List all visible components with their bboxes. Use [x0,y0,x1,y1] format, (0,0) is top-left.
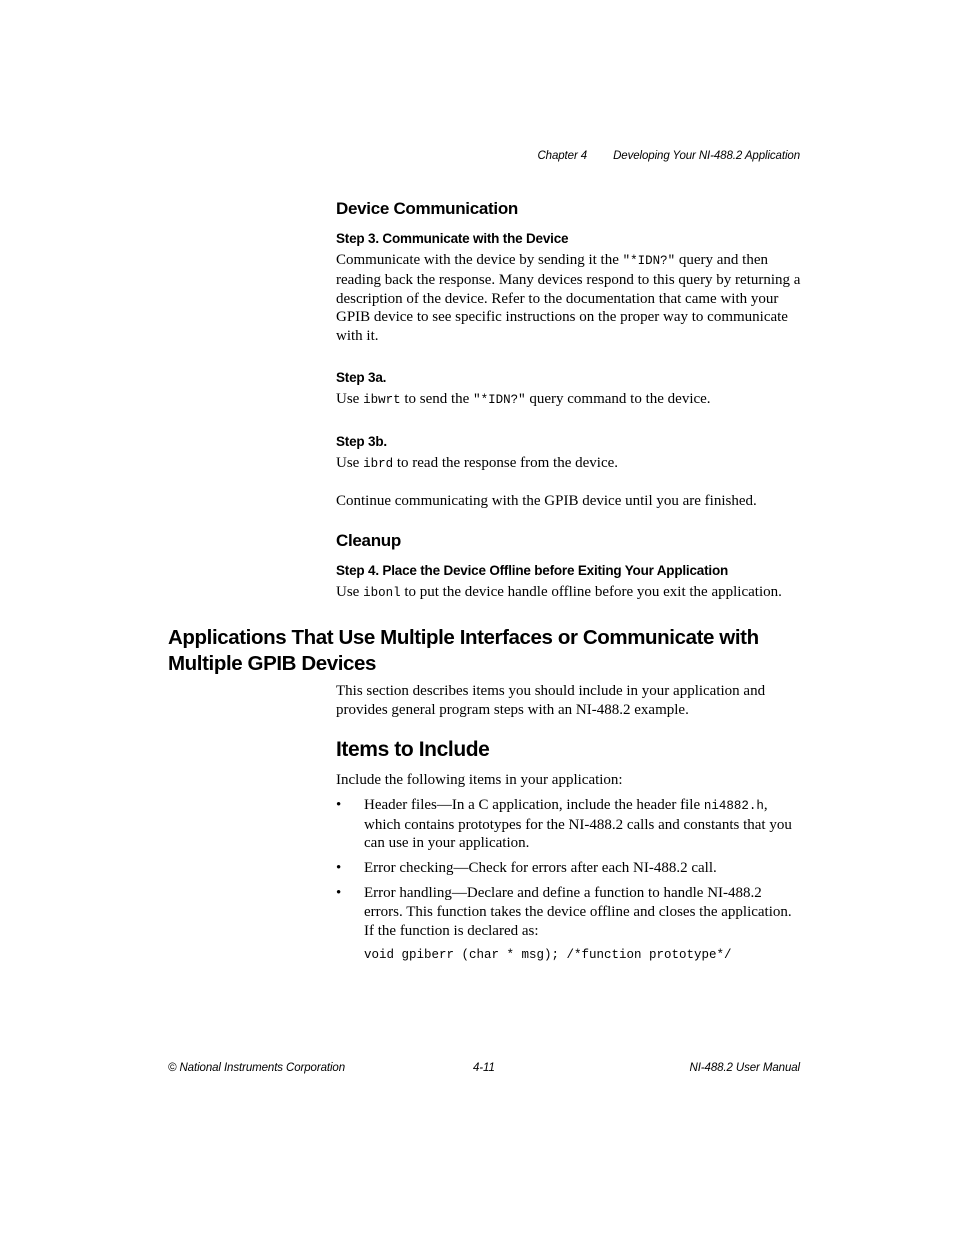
bullet-icon: • [336,796,342,813]
step3a-block [336,370,802,410]
step3-paragraph [336,251,802,346]
step4-code-ibonl: ibonl [363,586,401,600]
code-example: void gpiberr (char * msg); /*function prototype*/ [364,948,732,963]
section-heading-line2: Multiple GPIB Devices [168,652,377,675]
step3b-block [336,434,802,474]
list-item [336,859,802,878]
items-section [336,738,802,762]
step3-text-a: Communicate with the device by sending it the [336,252,623,268]
section-intro: This section describes items you should include in your application and provides general program steps with an NI-488.2 example. [336,683,766,718]
header-chapter: Chapter 4 [537,150,588,162]
step3b-text-a: Use [336,455,364,471]
section-intro-block [336,682,802,720]
continue-paragraph: Continue communicating with the GPIB device until you are finished. [336,493,757,509]
list-item [336,884,802,940]
bullet-icon: • [336,884,342,901]
cleanup-heading: Cleanup [336,531,401,550]
item-error-handling-text: Error handling—Declare and define a function to handle NI-488.2 errors. This function takes the device offline and closes the application. If the function is declared as: [364,884,792,939]
items-block [336,771,802,962]
items-list [336,796,802,941]
step4-text-b: to put the device handle offline before you exit the application. [400,584,782,600]
footer-copyright: © National Instruments Corporation [168,1062,346,1074]
device-communication-heading: Device Communication [336,199,518,218]
step4-text-a: Use [336,584,364,600]
step3-text-b: query and then reading back the response. Many devices respond to this query by returning a description of the device. Refer to the documentation that came with your GPIB device to see specific instructions on the proper way to communicate with it. [336,252,801,345]
item-header-files-code: ni4882.h [703,798,764,813]
device-communication-section [336,199,802,219]
step3a-code-ibwrt: ibwrt [363,393,401,407]
footer-page-number: 4-11 [473,1062,495,1074]
header-title: Developing Your NI-488.2 Application [613,150,800,162]
bullet-icon: • [336,860,342,877]
step3a-code-idn: "*IDN?" [473,393,526,407]
cleanup-section [336,531,802,551]
step3-block [336,231,802,346]
section-heading-line1: Applications That Use Multiple Interfaces or Communicate with [168,626,759,649]
continue-block [336,492,802,511]
step4-block [336,563,802,603]
items-intro: Include the following items in your application: [336,772,623,788]
items-heading: Items to Include [336,738,490,761]
step3a-text-b: to send the [400,391,474,407]
step3b-heading: Step 3b. [336,434,387,449]
step3a-paragraph [336,390,802,410]
step4-heading: Step 4. Place the Device Offline before Exiting Your Application [336,563,729,578]
step3b-paragraph [336,454,802,474]
step4-paragraph [336,583,802,603]
step3-code: "*IDN?" [622,254,676,268]
step3-heading: Step 3. Communicate with the Device [336,231,569,246]
running-header [537,150,800,162]
step3a-text-c: query command to the device. [525,391,711,407]
item-header-files-text-a: Header files—In a C application, include the header file [364,796,704,813]
step3b-code-ibrd: ibrd [363,457,394,471]
step3a-text-a: Use [336,391,364,407]
item-error-checking-text: Error checking—Check for errors after each NI-488.2 call. [364,860,717,877]
footer-manual-title: NI-488.2 User Manual [689,1062,800,1074]
step3b-text-b: to read the response from the device. [393,455,619,471]
item-header-files-text-b: , which contains prototypes for the NI-488.2 calls and constants that you can use in your application. [364,796,792,852]
step3a-heading: Step 3a. [336,370,387,385]
list-item [336,796,802,853]
section-heading [168,625,808,677]
